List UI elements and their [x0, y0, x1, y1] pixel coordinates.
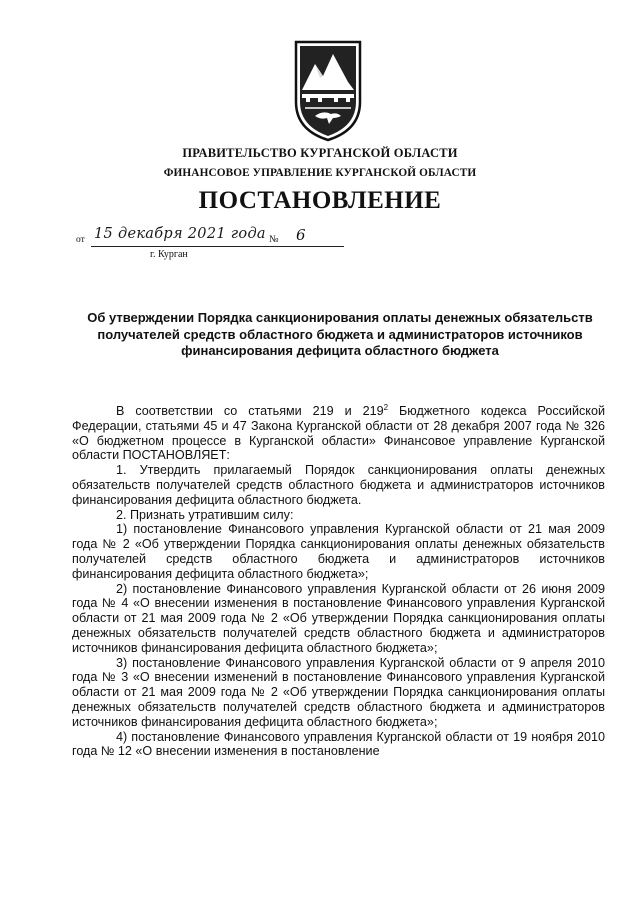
document-title: Об утверждении Порядка санкционирования оплаты денежных обязательств получателей средств областного бюджета и администраторов источников финансирования дефицита областного бюджета	[87, 310, 593, 358]
intro-paragraph: В соответствии со статьями 219 и $219^2$ Бюджетного кодекса Российской Федерации, статьями 45 и 47 Закона Курганской области от 28 декабря 2007 года № 326 «О бюджетном процессе в Курганской области» Финансовое управление Курганской области ПОСТАНОВЛЯЕТ:	[72, 402, 605, 463]
paragraph-2-item-1: 1) постановление Финансового управления Курганской области от 21 мая 2009 года № 2 «Об утверждении Порядка санкционирования оплаты денежных обязательств получателей средств областного бюджета и администраторов источников финансирования дефицита областного бюджета»;	[72, 522, 605, 581]
date-number-line	[76, 226, 356, 248]
paragraph-2-item-4: 4) постановление Финансового управления Курганской области от 19 ноября 2010 года № 12 «О внесении изменения в постановление	[72, 729, 605, 759]
paragraph-2-item-3: 3) постановление Финансового управления Курганской области от 9 апреля 2010 года № 3 «О внесении изменений в постановление Финансового управления Курганской области от 21 мая 2009 года № 2 «Об утверждении Порядка санкционирования оплаты денежных обязательств получателей средств областного бюджета и администраторов источников финансирования дефицита областного бюджета»;	[72, 655, 605, 729]
handwritten-number: 6	[296, 226, 306, 244]
city-label: г. Курган	[150, 249, 188, 260]
superscript-article: 2	[383, 402, 389, 412]
paragraph-1: 1. Утвердить прилагаемый Порядок санкционирования оплаты денежных обязательств получателей средств областного бюджета и администраторов источников финансирования дефицита областного бюджета.	[72, 463, 605, 507]
document-body	[72, 404, 605, 759]
date-prefix: от	[76, 235, 85, 245]
coat-of-arms-icon	[293, 40, 363, 142]
org-name-finance-department: ФИНАНСОВОЕ УПРАВЛЕНИЕ КУРГАНСКОЙ ОБЛАСТИ	[163, 167, 477, 179]
paragraph-2: 2. Признать утратившим силу:	[116, 507, 294, 522]
handwritten-date: 15 декабря 2021 года	[94, 226, 266, 242]
document-type-heading: ПОСТАНОВЛЕНИЕ	[198, 187, 442, 214]
number-underline	[286, 246, 344, 247]
org-name-government: ПРАВИТЕЛЬСТВО КУРГАНСКОЙ ОБЛАСТИ	[182, 146, 458, 160]
number-label: №	[269, 234, 279, 245]
paragraph-2-item-2: 2) постановление Финансового управления Курганской области от 26 июня 2009 года № 4 «О внесении изменения в постановление Финансового управления Курганской области от 21 мая 2009 года № 2 «Об утверждении Порядка санкционирования оплаты денежных обязательств получателей средств областного бюджета и администраторов источников финансирования дефицита областного бюджета»;	[72, 581, 605, 655]
